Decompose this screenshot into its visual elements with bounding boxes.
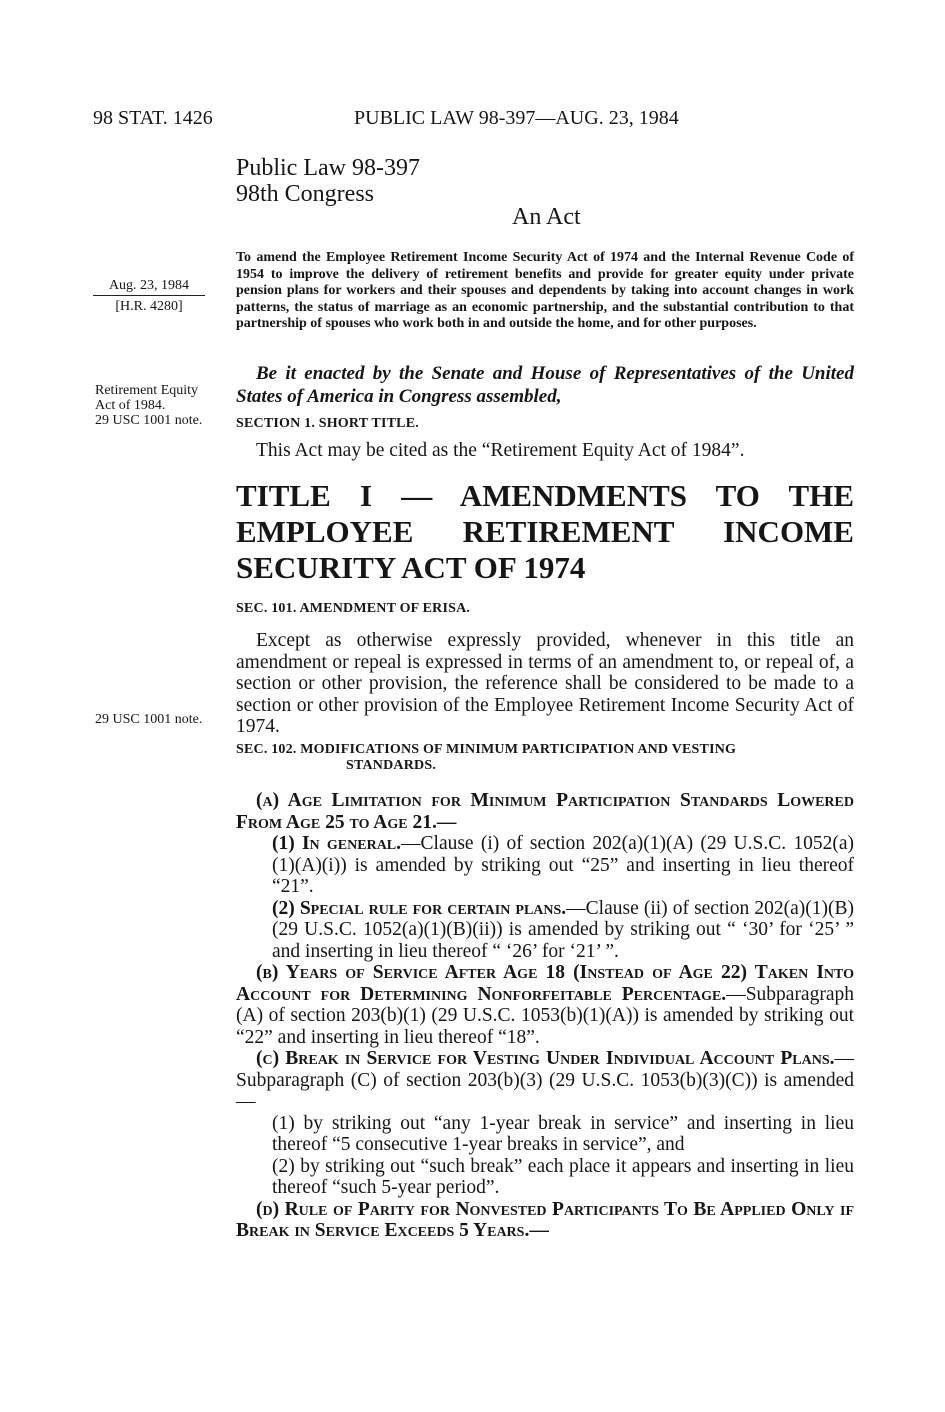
subsection-a-heading: (a) Age Limitation for Minimum Participation Standards Lowered From Age 25 to Age 21.— (236, 790, 854, 833)
margin-note-citation: 29 USC 1001 note. (95, 413, 203, 428)
title-1-heading: TITLE I — AMENDMENTS TO THE EMPLOYEE RETIREMENT INCOME SECURITY ACT OF 1974 (236, 478, 854, 585)
subsection-b-text: —Subparagraph (A) of section 203(b)(1) (29 U.S.C. 1053(b)(1)(A)) is amended by striking out “22” and inserting in lieu thereof “18”. (236, 983, 854, 1048)
act-description: To amend the Employee Retirement Income Security Act of 1974 and the Internal Revenue Code of 1954 to improve the delivery of retirement benefits and provide for greater equity under private pension plans for workers and their spouses and dependents by taking into account changes in work patterns, the status of marriage as an economic partnership, and the substantial contribution to that partnership of spouses who work both in and outside the home, and for other purposes. (236, 250, 854, 331)
section-101-text: Except as otherwise expressly provided, whenever in this title an amendment or repeal is expressed in terms of an amendment to, or repeal of, a section or other provision, the reference shall be considered to be made to a section or other provision of the Employee Retirement Income Security Act of 1974. (236, 630, 854, 737)
paragraph-a2-heading: (2) Special rule for certain plans. (272, 897, 567, 919)
paragraph-a1-text: —Clause (i) of section 202(a)(1)(A) (29 U.S.C. 1052(a)(1)(A)(i)) is amended by striking out “25” and inserting in lieu thereof “21”. (272, 833, 854, 897)
law-title-block (236, 155, 420, 207)
margin-note-text: Retirement Equity Act of 1984. (95, 383, 199, 413)
subsection-d (236, 1199, 854, 1242)
paragraph-c1: (1) by striking out “any 1-year break in service” and inserting in lieu thereof “5 consecutive 1-year breaks in service”, and (272, 1112, 854, 1155)
enactment-date: Aug. 23, 1984 (108, 278, 190, 293)
margin-note-sec-101: 29 USC 1001 note. (95, 712, 203, 727)
enactment-date-note (93, 277, 205, 315)
section-102-heading-line1: SEC. 102. MODIFICATIONS OF MINIMUM PARTICIPATION AND VESTING (236, 742, 737, 757)
subsection-c (236, 1048, 854, 1113)
subsection-c-text: —Subparagraph (C) of section 203(b)(3) (29 U.S.C. 1053(b)(3)(C)) is amended— (236, 1048, 854, 1112)
section-102-heading (236, 742, 854, 774)
paragraph-a2-text: —Clause (ii) of section 202(a)(1)(B) (29 U.S.C. 1052(a)(1)(B)(ii)) is amended by striking out “ ‘30’ for ‘25’ ” and inserting in lieu thereof “ ‘26’ for ‘21’ ”. (272, 897, 855, 962)
bill-number: [H.R. 4280] (115, 299, 183, 314)
section-101-heading: SEC. 101. AMENDMENT OF ERISA. (236, 601, 471, 616)
subsection-c-heading: (c) Break in Service for Vesting Under Individual Account Plans. (256, 1048, 835, 1069)
section-102-body (236, 790, 854, 1242)
public-law-name: Public Law 98-397 (236, 155, 420, 181)
paragraph-c2: (2) by striking out “such break” each place it appears and inserting in lieu thereof “such 5-year period”. (272, 1155, 854, 1198)
running-header: PUBLIC LAW 98-397—AUG. 23, 1984 (354, 107, 679, 129)
paragraph-a1 (236, 833, 854, 898)
paragraph-a2 (236, 898, 854, 963)
subsection-a (236, 790, 854, 833)
an-act-label: An Act (512, 204, 581, 230)
subsection-b-heading: (b) Years of Service After Age 18 (Instead of Age 22) Taken Into Account for Determining Nonforfeitable Percentage. (236, 962, 854, 1005)
enacting-clause: Be it enacted by the Senate and House of Representatives of the United States of America in Congress assembled, (236, 363, 854, 407)
date-divider (93, 295, 205, 296)
page-number-header: 98 STAT. 1426 (93, 107, 213, 129)
margin-note-short-title (95, 383, 205, 428)
section-102-heading-line2: STANDARDS. (346, 758, 437, 773)
section-1-text: This Act may be cited as the “Retirement Equity Act of 1984”. (256, 440, 745, 461)
paragraph-a1-heading: (1) In general. (272, 833, 402, 854)
subsection-b (236, 962, 854, 1048)
subsection-d-heading: (d) Rule of Parity for Nonvested Participants To Be Applied Only if Break in Service Exceeds 5 Years.— (236, 1198, 854, 1241)
section-1-heading: SECTION 1. SHORT TITLE. (236, 416, 419, 431)
congress-label: 98th Congress (236, 181, 374, 207)
